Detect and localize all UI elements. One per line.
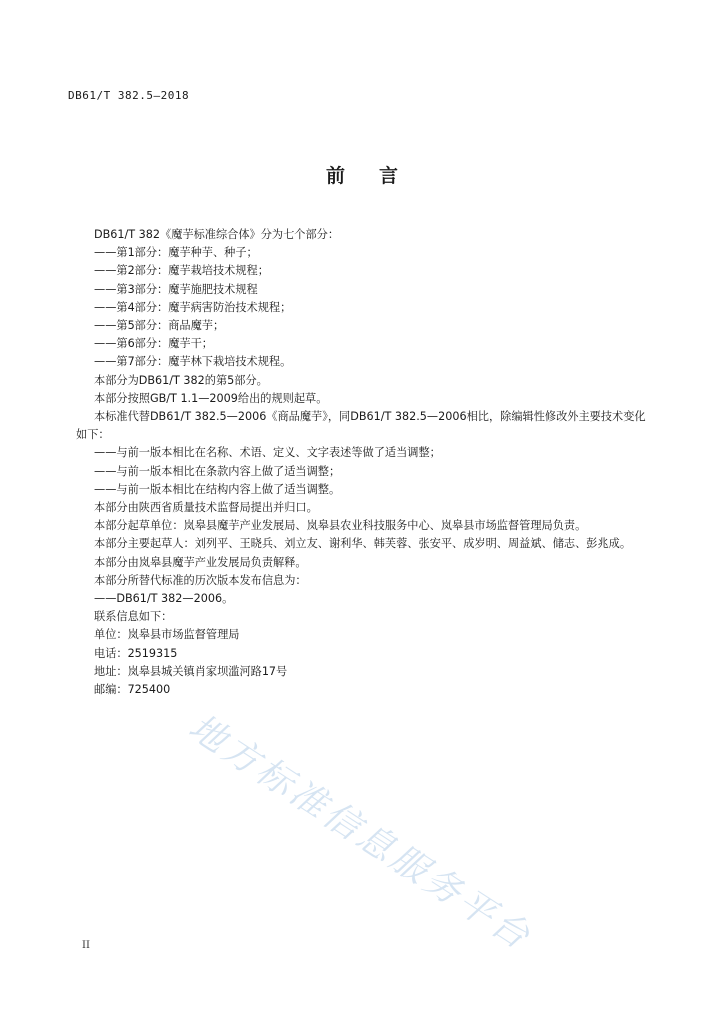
contact-postcode: 邮编：725400	[94, 683, 171, 697]
drafters-text: 本部分主要起草人：刘列平、王晓兵、刘立友、谢利华、韩芙蓉、张安平、成岁明、周益斌、储志、彭兆成。	[94, 537, 632, 551]
history-intro-text: 本部分所替代标准的历次版本发布信息为：	[94, 573, 307, 587]
watermark: 地方标准信息服务平台	[181, 706, 540, 959]
proposer-text: 本部分由陕西省质量技术监督局提出并归口。	[94, 501, 318, 515]
drafting-units-text: 本部分起草单位：岚皋县魔芋产业发展局、岚皋县农业科技服务中心、岚皋县市场监督管理局负责。	[94, 519, 587, 533]
part-item: ——第3部分：魔芋施肥技术规程	[94, 282, 258, 296]
part-item: ——第2部分：魔芋栽培技术规程；	[94, 264, 269, 278]
drafting-rule-text: 本部分按照GB/T 1.1—2009给出的规则起草。	[94, 391, 328, 405]
intro-text: DB61/T 382《魔芋标准综合体》分为七个部分：	[94, 228, 340, 241]
part-item: ——第1部分：魔芋种芋、种子；	[94, 246, 258, 260]
part-item: ——第7部分：魔芋林下栽培技术规程。	[94, 355, 292, 369]
this-part-text: 本部分为DB61/T 382的第5部分。	[94, 373, 268, 387]
foreword-body	[76, 226, 656, 699]
change-item: ——与前一版本相比在结构内容上做了适当调整。	[94, 482, 341, 496]
part-item: ——第5部分：商品魔芋；	[94, 319, 225, 333]
history-item: ——DB61/T 382—2006。	[94, 592, 234, 606]
standard-code-header: DB61/T 382.5—2018	[68, 89, 190, 102]
replacement-text: 本标准代替DB61/T 382.5—2006《商品魔芋》，同DB61/T 382.5—2006相比，除编辑性修改外主要技术变化如下：	[76, 410, 646, 442]
contact-intro-text: 联系信息如下：	[94, 610, 173, 624]
change-item: ——与前一版本相比在条款内容上做了适当调整；	[94, 464, 341, 478]
part-item: ——第6部分：魔芋干；	[94, 337, 213, 351]
page-number: II	[82, 940, 90, 951]
contact-phone: 电话：2519315	[94, 646, 178, 660]
contact-address: 地址：岚皋县城关镇肖家坝滥河路17号	[94, 664, 288, 678]
interpreter-text: 本部分由岚皋县魔芋产业发展局负责解释。	[94, 555, 307, 569]
page-title: 前言	[325, 165, 432, 187]
part-item: ——第4部分：魔芋病害防治技术规程；	[94, 300, 292, 314]
contact-unit: 单位：岚皋县市场监督管理局	[94, 628, 240, 642]
change-item: ——与前一版本相比在名称、术语、定义、文字表述等做了适当调整；	[94, 446, 441, 460]
